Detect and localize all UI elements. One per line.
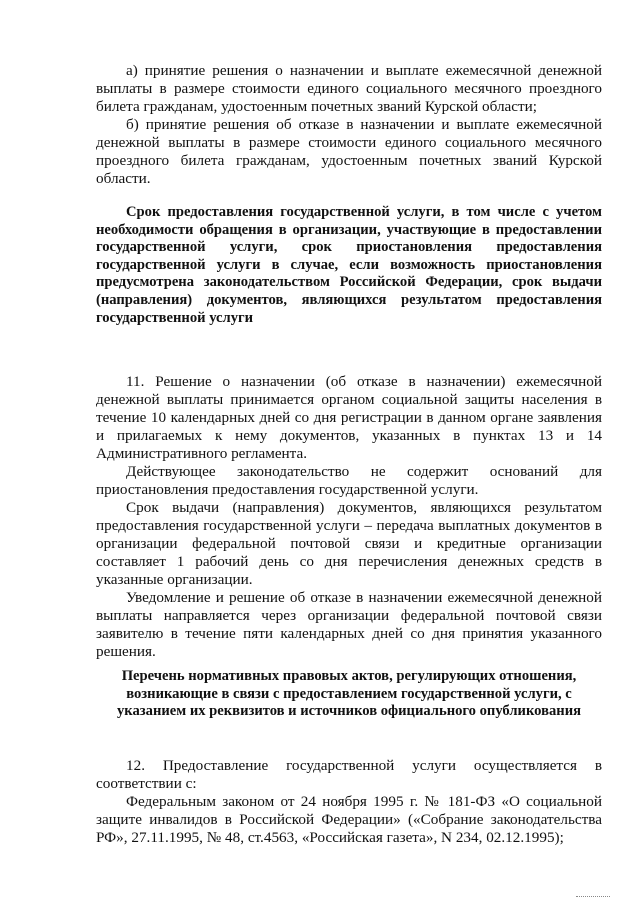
paragraph-11-issue-term: Срок выдачи (направления) документов, являющихся результатом предоставления государственной услуги – передача выплатных документов в организации федеральной почтовой связи и кредитные организации составляет 1 рабочий день со дня перечисления денежных средств в указанные организации. xyxy=(96,499,602,588)
paragraph-12-federal-law: Федеральным законом от 24 ноября 1995 г. № 181-ФЗ «О социальной защите инвалидов в Российской Федерации» («Собрание законодательства РФ», 27.11.1995, № 48, ст.4563, «Российская газета», N 234, 02.12.1995); xyxy=(96,793,602,846)
item-b-paragraph: б) принятие решения об отказе в назначении и выплате ежемесячной денежной выплаты в размере стоимости единого социального месячного проездного билета гражданам, удостоенным почетных званий Курской области. xyxy=(96,116,602,187)
paragraph-11-legislation: Действующее законодательство не содержит оснований для приостановления предоставления государственной услуги. xyxy=(96,463,602,498)
item-a-paragraph: а) принятие решения о назначении и выплате ежемесячной денежной выплаты в размере стоимости единого социального месячного проездного билета гражданам, удостоенным почетных званий Курской области; xyxy=(96,62,602,115)
paragraph-11-notification: Уведомление и решение об отказе в назначении ежемесячной денежной выплаты направляется через организации федеральной почтовой связи заявителю в течение пяти календарных дней со дня принятия указанного решения. xyxy=(96,589,602,660)
section-heading-term: Срок предоставления государственной услуги, в том числе с учетом необходимости обращения в организации, участвующие в предоставлении государственной услуги, срок приостановления предоставления государственной услуги в случае, если возможность приостановления предусмотрена законодательством Российской Федерации, срок выдачи (направления) документов, являющихся результатом предоставления государственной услуги xyxy=(96,204,602,326)
paragraph-11: 11. Решение о назначении (об отказе в назначении) ежемесячной денежной выплаты принимается органом социальной защиты населения в течение 10 календарных дней со дня регистрации в данном органе заявления и прилагаемых к нему документов, указанных в пунктах 13 и 14 Административного регламента. xyxy=(96,373,602,462)
scan-mark xyxy=(576,896,610,900)
section-heading-legal-acts: Перечень нормативных правовых актов, регулирующих отношения, возникающие в связи с предоставлением государственной услуги, с указанием их реквизитов и источников официального опубликования xyxy=(117,668,581,720)
paragraph-12: 12. Предоставление государственной услуги осуществляется в соответствии с: xyxy=(96,757,602,792)
